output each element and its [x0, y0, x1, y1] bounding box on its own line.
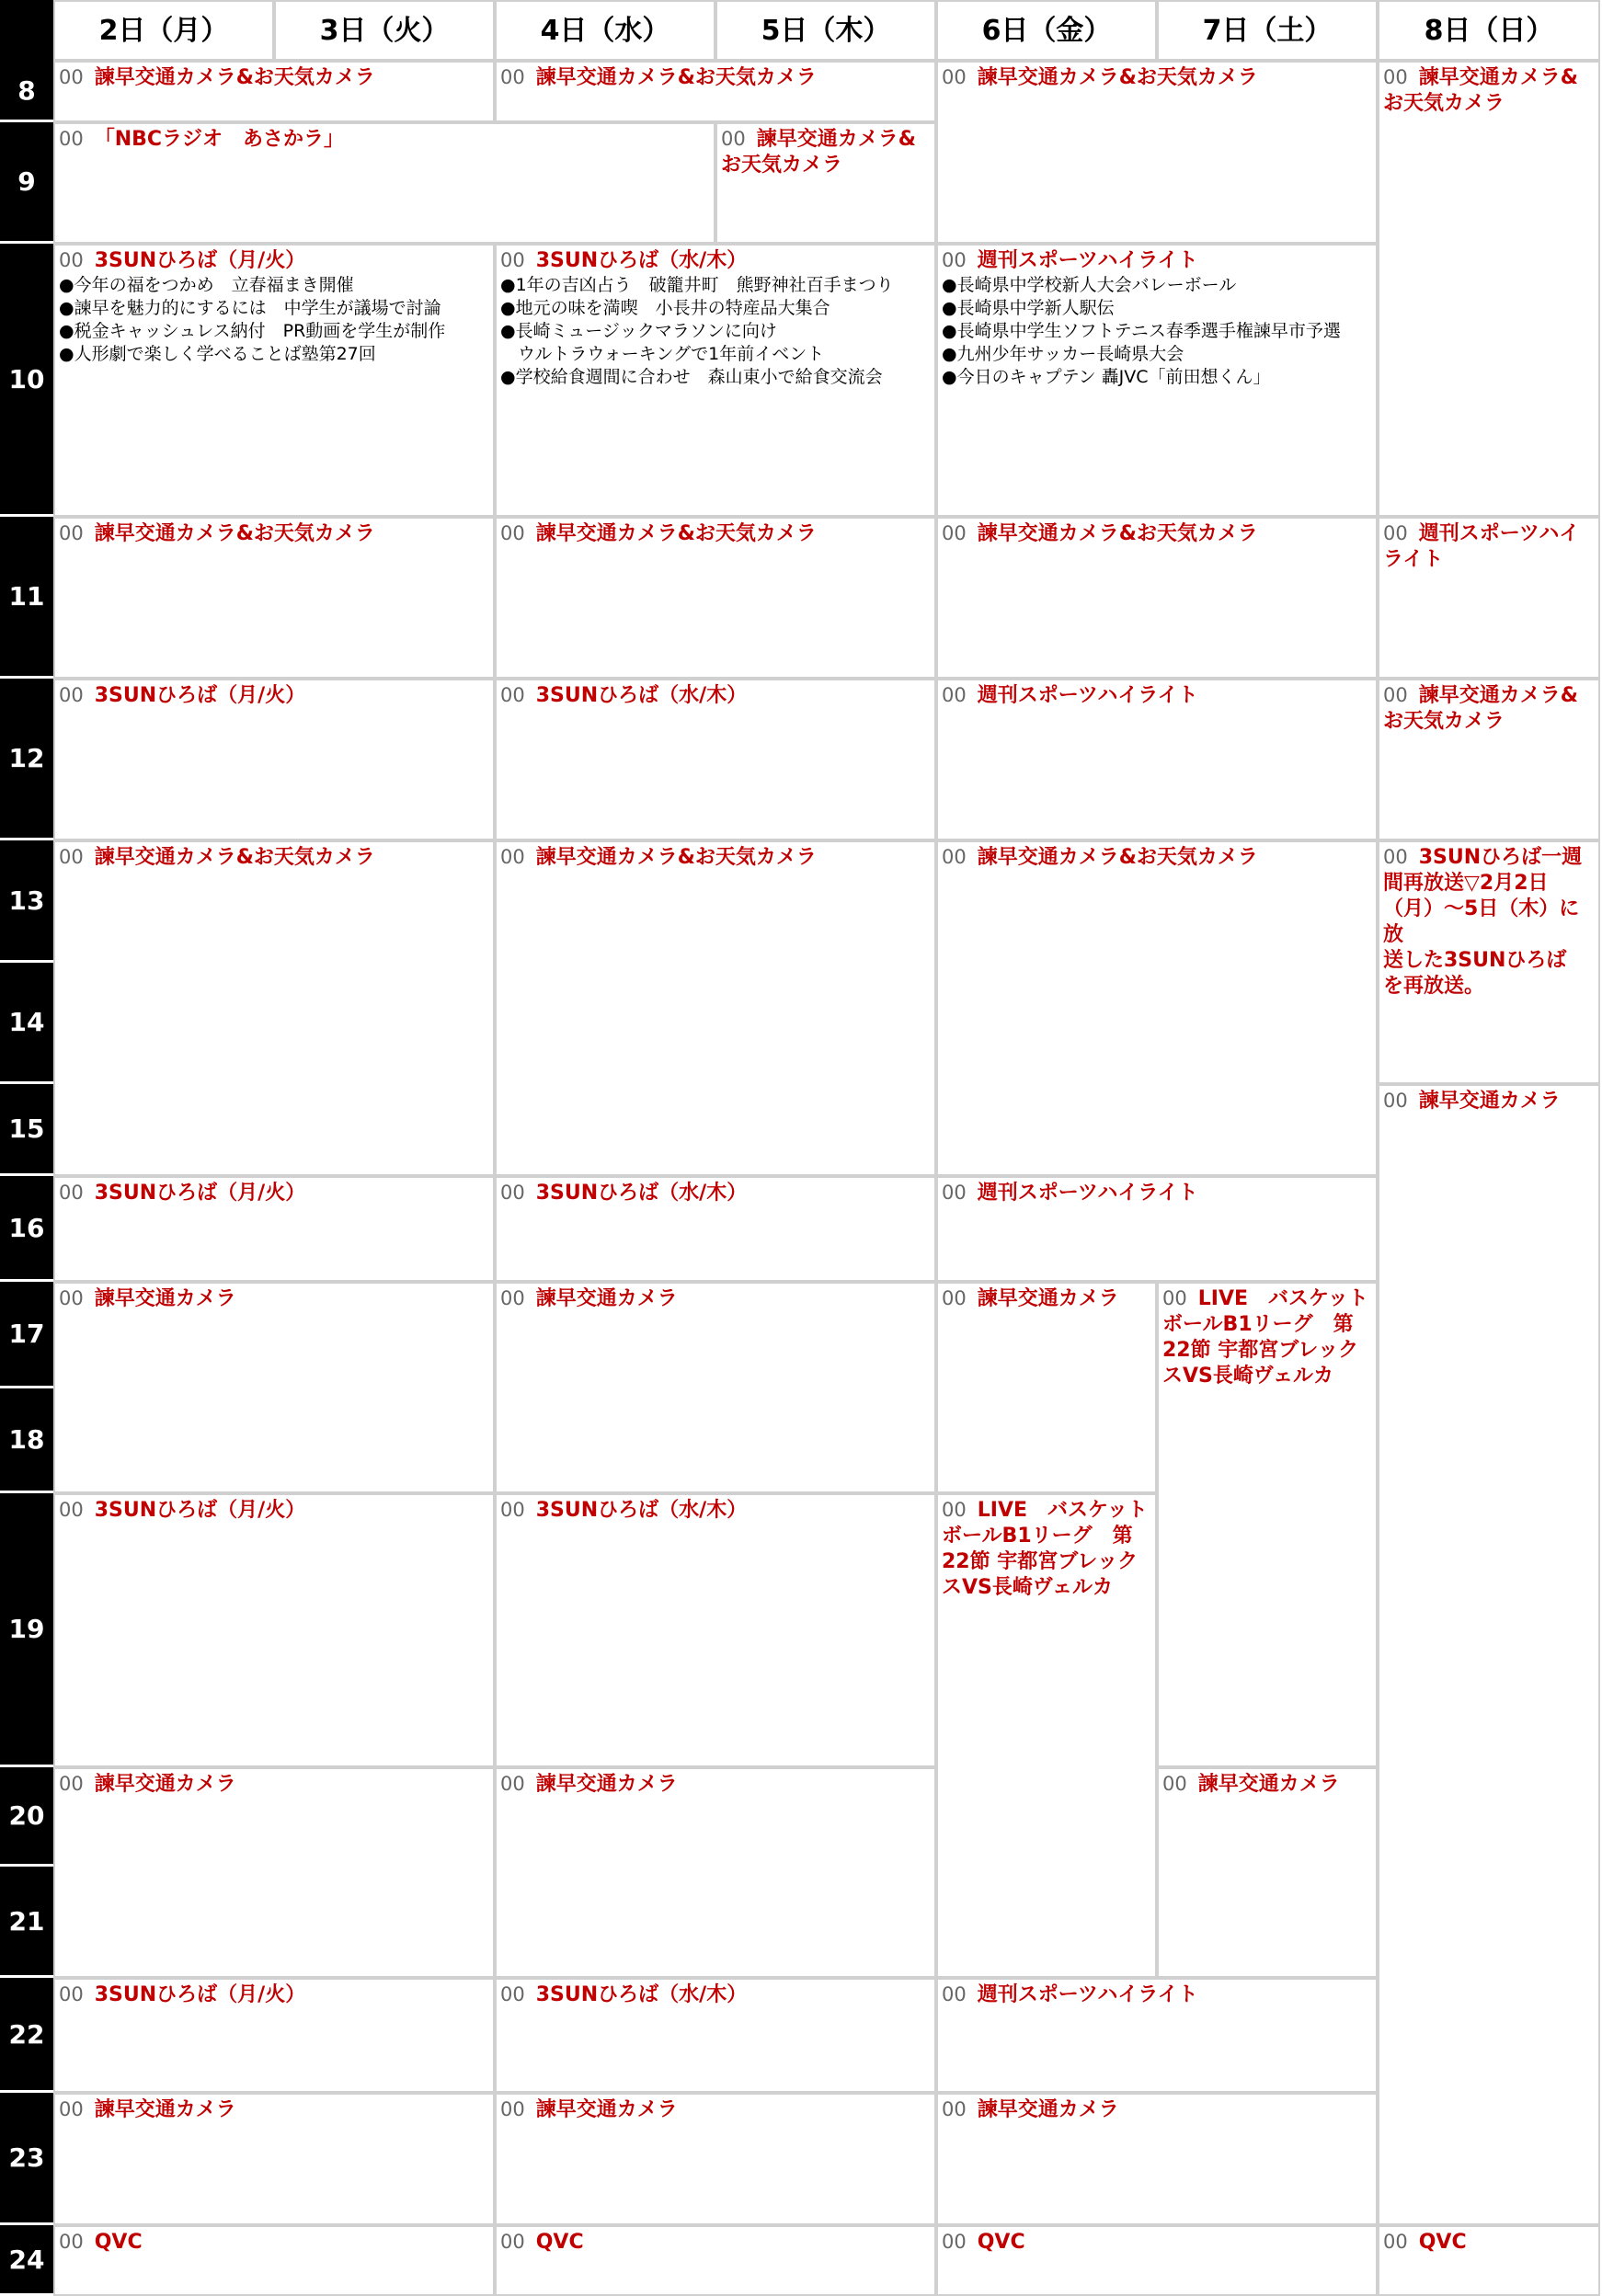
program-cell[interactable]	[936, 244, 1378, 517]
program-cell[interactable]	[495, 2225, 936, 2296]
program-cell[interactable]	[936, 517, 1378, 679]
header-corner	[0, 0, 53, 61]
program-cell[interactable]	[495, 1176, 936, 1282]
program-title-text: 週刊スポーツハイライト	[977, 1983, 1198, 2006]
program-title-text: 諫早交通カメラ& お天気カメラ	[1383, 684, 1578, 733]
program-minute: 00	[500, 522, 525, 544]
program-title-text: 諫早交通カメラ&お天気カメラ	[94, 846, 375, 869]
program-title	[59, 1285, 489, 1312]
program-title-text: 3SUNひろば（月/火）	[94, 684, 306, 707]
program-minute: 00	[500, 1499, 525, 1521]
program-cell[interactable]	[715, 122, 936, 244]
program-title-text: 週刊スポーツハイライト	[977, 1182, 1198, 1205]
program-title	[500, 1771, 931, 1798]
program-title-text: 諫早交通カメラ	[977, 1287, 1119, 1310]
program-minute: 00	[500, 1983, 525, 2005]
program-cell[interactable]	[495, 1493, 936, 1767]
program-title	[59, 2096, 489, 2123]
program-title	[500, 247, 931, 274]
day-header: 6日（金）	[936, 0, 1157, 61]
program-title	[59, 64, 489, 91]
program-cell[interactable]	[53, 61, 495, 122]
program-cell[interactable]	[53, 1978, 495, 2093]
hour-label: 24	[0, 2225, 53, 2296]
program-title-text: 「NBCラジオ あさかラ」	[94, 128, 345, 151]
program-title	[942, 1180, 1372, 1206]
program-title	[1383, 520, 1595, 573]
program-title-text: 諫早交通カメラ	[977, 2098, 1119, 2121]
program-title-text: 諫早交通カメラ&お天気カメラ	[94, 522, 375, 545]
program-minute: 00	[1383, 1090, 1408, 1112]
program-title-text: QVC	[535, 2231, 584, 2254]
program-minute: 00	[59, 66, 84, 88]
program-title-text: QVC	[977, 2231, 1025, 2254]
day-header: 3日（火）	[274, 0, 495, 61]
program-title-text: 諫早交通カメラ	[535, 1287, 678, 1310]
day-header: 4日（水）	[495, 0, 715, 61]
program-title	[1383, 1088, 1595, 1114]
program-minute: 00	[59, 1182, 84, 1204]
program-title-text: 諫早交通カメラ&お天気カメラ	[977, 522, 1258, 545]
hour-label: 18	[0, 1388, 53, 1493]
program-title	[59, 247, 489, 274]
hour-label: 22	[0, 1978, 53, 2093]
hour-label: 20	[0, 1767, 53, 1867]
program-minute: 00	[1383, 684, 1408, 706]
program-title	[942, 1982, 1372, 2008]
program-cell[interactable]	[1378, 517, 1600, 679]
program-title-text: 諫早交通カメラ	[1197, 1773, 1340, 1796]
program-title-text: 3SUNひろば（月/火）	[94, 1983, 306, 2006]
program-title	[500, 64, 931, 91]
program-title-text: 諫早交通カメラ& お天気カメラ	[721, 128, 916, 177]
program-title-text: 諫早交通カメラ	[535, 2098, 678, 2121]
program-title	[59, 682, 489, 709]
program-title	[942, 682, 1372, 709]
program-title	[500, 2096, 931, 2123]
hour-label: 11	[0, 517, 53, 679]
program-minute: 00	[500, 249, 525, 271]
hour-label: 23	[0, 2093, 53, 2225]
program-cell[interactable]	[495, 1978, 936, 2093]
program-minute: 00	[59, 249, 84, 271]
program-minute: 00	[942, 522, 967, 544]
program-minute: 00	[500, 1287, 525, 1309]
day-header: 8日（日）	[1378, 0, 1600, 61]
program-minute: 00	[942, 846, 967, 868]
program-title-text: QVC	[94, 2231, 143, 2254]
program-minute: 00	[942, 1182, 967, 1204]
program-minute: 00	[59, 1773, 84, 1795]
program-minute: 00	[942, 249, 967, 271]
program-minute: 00	[1383, 522, 1408, 544]
program-title-text: 3SUNひろば（水/木）	[535, 1499, 748, 1522]
program-title-text: 諫早交通カメラ	[1418, 1090, 1561, 1113]
program-details: ●1年の吉凶占う 破籠井町 熊野神社百手まつり ●地元の味を満喫 小長井の特産品大集合 ●長崎ミュージックマラソンに向け ウルトラウォーキングで1年前イベント ●学校給食週間に合わせ 森山東小で給食交流会	[500, 275, 894, 387]
program-title-text: 3SUNひろば（水/木）	[535, 684, 748, 707]
program-minute: 00	[942, 66, 967, 88]
program-cell[interactable]	[1378, 1084, 1600, 2225]
program-title-text: 3SUNひろば（水/木）	[535, 1182, 748, 1205]
program-title-text: 3SUNひろば（月/火）	[94, 1499, 306, 1522]
program-title-text: 諫早交通カメラ	[94, 2098, 236, 2121]
program-minute: 00	[942, 2098, 967, 2120]
day-header: 5日（木）	[715, 0, 936, 61]
program-cell[interactable]	[495, 61, 936, 122]
program-title-text: 諫早交通カメラ&お天気カメラ	[977, 846, 1258, 869]
program-minute: 00	[500, 684, 525, 706]
program-title-text: 諫早交通カメラ& お天気カメラ	[1383, 66, 1578, 115]
program-cell[interactable]	[53, 840, 495, 1176]
program-cell[interactable]	[936, 1282, 1157, 1493]
program-cell[interactable]	[936, 1978, 1378, 2093]
program-minute: 00	[59, 2098, 84, 2120]
program-cell[interactable]	[495, 679, 936, 840]
program-cell[interactable]	[1378, 61, 1600, 517]
program-title	[500, 1285, 931, 1312]
program-cell[interactable]	[936, 61, 1378, 244]
program-cell[interactable]	[495, 517, 936, 679]
day-header: 7日（土）	[1157, 0, 1378, 61]
program-title	[59, 2229, 489, 2256]
program-title	[500, 1982, 931, 2008]
program-title	[500, 844, 931, 871]
program-title-text: 週刊スポーツハイライト	[977, 249, 1198, 272]
program-details: ●長崎県中学校新人大会バレーボール ●長崎県中学新人駅伝 ●長崎県中学生ソフトテニス春季選手権諫早市予選 ●九州少年サッカー長崎県大会 ●今日のキャプテン 轟JVC「前田想くん」	[942, 275, 1341, 387]
program-title	[500, 682, 931, 709]
program-title	[942, 64, 1372, 91]
program-title	[1383, 844, 1595, 1000]
program-title	[59, 844, 489, 871]
program-cell[interactable]	[53, 1176, 495, 1282]
program-title	[942, 1497, 1151, 1601]
program-cell[interactable]	[936, 2225, 1378, 2296]
program-title	[1383, 64, 1595, 117]
program-cell[interactable]	[1378, 2225, 1600, 2296]
program-minute: 00	[942, 1287, 967, 1309]
program-minute: 00	[1383, 2231, 1408, 2253]
hour-label: 15	[0, 1084, 53, 1176]
program-minute: 00	[59, 1499, 84, 1521]
hour-label: 12	[0, 679, 53, 840]
day-header: 2日（月）	[53, 0, 274, 61]
program-title-text: 3SUNひろば一週 間再放送▽2月2日 （月）～5日（木）に放 送した3SUNひろば を再放送。	[1383, 846, 1583, 998]
program-title-text: 週刊スポーツハイライト	[977, 684, 1198, 707]
program-minute: 00	[1162, 1773, 1187, 1795]
program-minute: 00	[59, 128, 84, 150]
program-cell[interactable]	[53, 1493, 495, 1767]
program-minute: 00	[500, 1773, 525, 1795]
hour-label: 9	[0, 122, 53, 244]
program-cell[interactable]	[53, 244, 495, 517]
program-title	[59, 1982, 489, 2008]
hour-label: 14	[0, 963, 53, 1084]
program-title-text: 3SUNひろば（水/木）	[535, 1983, 748, 2006]
program-minute: 00	[59, 1287, 84, 1309]
program-title-text: 諫早交通カメラ	[94, 1287, 236, 1310]
program-title-text: 諫早交通カメラ&お天気カメラ	[535, 522, 817, 545]
program-minute: 00	[942, 684, 967, 706]
program-title	[942, 520, 1372, 547]
program-title	[1162, 1285, 1372, 1389]
program-cell[interactable]	[1157, 1767, 1378, 1978]
hour-label: 21	[0, 1867, 53, 1978]
program-title	[500, 1497, 931, 1524]
program-title	[942, 1285, 1151, 1312]
program-cell[interactable]	[53, 122, 715, 244]
hour-label: 8	[0, 61, 53, 122]
program-cell[interactable]	[53, 679, 495, 840]
program-cell[interactable]	[936, 2093, 1378, 2225]
hour-label: 16	[0, 1176, 53, 1282]
program-title	[500, 2229, 931, 2256]
program-minute: 00	[1162, 1287, 1187, 1309]
program-cell[interactable]	[495, 1282, 936, 1493]
program-cell[interactable]	[1378, 840, 1600, 1084]
program-title-text: 3SUNひろば（月/火）	[94, 1182, 306, 1205]
program-title-text: 諫早交通カメラ&お天気カメラ	[94, 66, 375, 89]
hour-label: 10	[0, 244, 53, 517]
program-title-text: 諫早交通カメラ&お天気カメラ	[535, 66, 817, 89]
program-minute: 00	[942, 1983, 967, 2005]
program-cell[interactable]	[936, 840, 1378, 1176]
program-title	[59, 126, 710, 153]
program-cell[interactable]	[936, 1493, 1157, 1978]
program-details: ●今年の福をつかめ 立春福まき開催 ●諫早を魅力的にするには 中学生が議場で討論 ●税金キャッシュレス納付 PR動画を学生が制作 ●人形劇で楽しく学べることば塾第27回	[59, 275, 446, 364]
program-minute: 00	[59, 846, 84, 868]
program-cell[interactable]	[53, 1767, 495, 1978]
program-title-text: 週刊スポーツハイ ライト	[1383, 522, 1580, 571]
program-title	[942, 2229, 1372, 2256]
program-cell[interactable]	[495, 840, 936, 1176]
program-minute: 00	[59, 2231, 84, 2253]
program-minute: 00	[500, 66, 525, 88]
program-title	[721, 126, 931, 178]
program-cell[interactable]	[53, 2093, 495, 2225]
program-minute: 00	[500, 2231, 525, 2253]
program-minute: 00	[500, 846, 525, 868]
program-title	[59, 1180, 489, 1206]
program-title-text: 3SUNひろば（月/火）	[94, 249, 306, 272]
program-cell[interactable]	[53, 1282, 495, 1493]
hour-label: 19	[0, 1493, 53, 1767]
program-title	[59, 1497, 489, 1524]
program-title-text: QVC	[1418, 2231, 1467, 2254]
program-minute: 00	[500, 2098, 525, 2120]
program-minute: 00	[942, 1499, 967, 1521]
program-cell[interactable]	[936, 1176, 1378, 1282]
program-minute: 00	[500, 1182, 525, 1204]
program-title	[59, 520, 489, 547]
program-title-text: LIVE バスケット ボールB1リーグ 第 22節 宇都宮ブレック スVS長崎ヴェルカ	[942, 1499, 1148, 1599]
program-title-text: 諫早交通カメラ&お天気カメラ	[977, 66, 1258, 89]
program-cell[interactable]	[53, 2225, 495, 2296]
program-cell[interactable]	[495, 1767, 936, 1978]
program-title	[1383, 2229, 1595, 2256]
hour-label: 13	[0, 840, 53, 963]
program-title	[500, 520, 931, 547]
program-title	[942, 2096, 1372, 2123]
program-minute: 00	[721, 128, 746, 150]
hour-label: 17	[0, 1282, 53, 1388]
program-title-text: 諫早交通カメラ&お天気カメラ	[535, 846, 817, 869]
program-title-text: 諫早交通カメラ	[94, 1773, 236, 1796]
program-title	[59, 1771, 489, 1798]
program-title-text: LIVE バスケット ボールB1リーグ 第 22節 宇都宮ブレック スVS長崎ヴェルカ	[1162, 1287, 1368, 1388]
program-title	[942, 844, 1372, 871]
program-cell[interactable]	[53, 517, 495, 679]
program-title	[942, 247, 1372, 274]
program-title	[500, 1180, 931, 1206]
program-minute: 00	[1383, 846, 1408, 868]
program-cell[interactable]	[495, 244, 936, 517]
program-minute: 00	[942, 2231, 967, 2253]
program-cell[interactable]	[936, 679, 1378, 840]
program-title-text: 3SUNひろば（水/木）	[535, 249, 748, 272]
program-cell[interactable]	[495, 2093, 936, 2225]
program-title-text: 諫早交通カメラ	[535, 1773, 678, 1796]
program-title	[1162, 1771, 1372, 1798]
program-cell[interactable]	[1157, 1282, 1378, 1767]
program-title	[1383, 682, 1595, 735]
program-minute: 00	[59, 684, 84, 706]
program-minute: 00	[59, 522, 84, 544]
program-cell[interactable]	[1378, 679, 1600, 840]
program-minute: 00	[59, 1983, 84, 2005]
program-minute: 00	[1383, 66, 1408, 88]
